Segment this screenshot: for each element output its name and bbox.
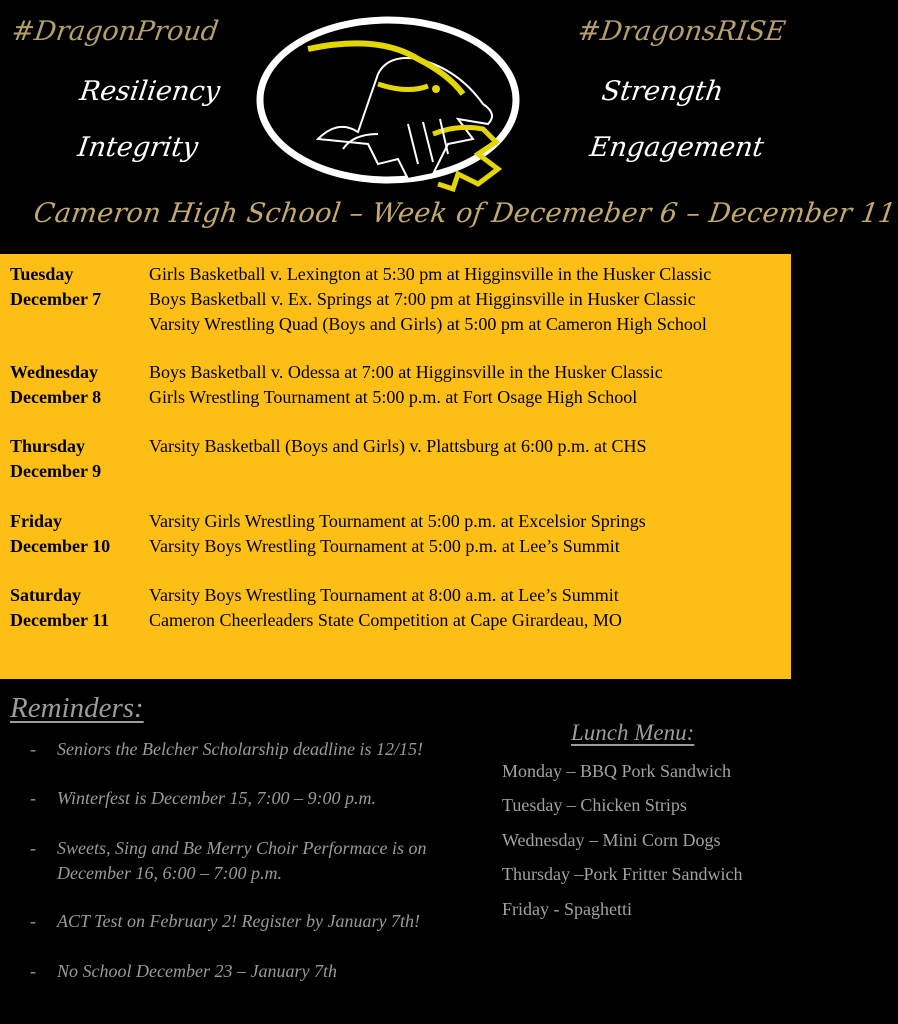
weekly-schedule (0, 254, 791, 679)
day-events (149, 360, 789, 410)
lunch-item: Tuesday – Chicken Strips (502, 795, 687, 815)
event-item: Varsity Boys Wrestling Tournament at 8:00 a.m. at Lee’s Summit (149, 585, 619, 605)
reminder-text: ACT Test on February 2! Register by January 7th! (57, 911, 420, 931)
day-date: December 10 (10, 536, 111, 556)
day-name: Wednesday (10, 362, 99, 382)
event-item: Varsity Girls Wrestling Tournament at 5:00 p.m. at Excelsior Springs (149, 511, 646, 531)
day-events (149, 509, 789, 559)
day-date: December 11 (10, 610, 110, 630)
day-label (10, 262, 140, 312)
day-name: Tuesday (10, 264, 74, 284)
day-name: Thursday (10, 436, 86, 456)
event-item: Cameron Cheerleaders State Competition at Cape Girardeau, MO (149, 610, 622, 630)
dragon-head-logo-icon (258, 14, 528, 194)
lunch-item: Wednesday – Mini Corn Dogs (502, 830, 721, 850)
week-subtitle: Cameron High School – Week of Decemeber 6 – December 11 (31, 198, 898, 229)
hashtag-left: #DragonProud (9, 16, 221, 47)
lunch-menu-title: Lunch Menu: (571, 720, 695, 745)
day-events (149, 434, 789, 459)
day-name: Saturday (10, 585, 82, 605)
day-date: December 8 (10, 387, 102, 407)
event-item: Varsity Boys Wrestling Tournament at 5:00 p.m. at Lee’s Summit (149, 536, 620, 556)
bullet-dash: - (30, 911, 36, 931)
event-item: Girls Basketball v. Lexington at 5:30 pm at Higginsville in the Husker Classic (149, 264, 712, 284)
day-events (149, 262, 789, 337)
bullet-dash: - (30, 788, 36, 808)
event-item: Girls Wrestling Tournament at 5:00 p.m. at Fort Osage High School (149, 387, 638, 407)
hashtag-right: #DragonsRISE (575, 16, 788, 47)
event-item: Varsity Wrestling Quad (Boys and Girls) at 5:00 pm at Cameron High School (149, 314, 707, 334)
value-strength: Strength (599, 76, 726, 107)
event-item: Varsity Basketball (Boys and Girls) v. Plattsburg at 6:00 p.m. at CHS (149, 436, 647, 456)
bullet-dash: - (30, 961, 36, 981)
day-label (10, 360, 140, 410)
day-date: December 7 (10, 289, 102, 309)
bullet-dash: - (30, 739, 36, 759)
day-label (10, 509, 140, 559)
bullet-dash: - (30, 838, 36, 858)
day-date: December 9 (10, 461, 102, 481)
lunch-item: Friday - Spaghetti (502, 899, 632, 919)
reminder-text: Winterfest is December 15, 7:00 – 9:00 p.m. (57, 788, 376, 808)
value-resiliency: Resiliency (77, 76, 222, 107)
reminder-text: Seniors the Belcher Scholarship deadline is 12/15! (57, 739, 423, 759)
value-integrity: Integrity (75, 132, 200, 163)
lunch-item: Thursday –Pork Fritter Sandwich (502, 864, 743, 884)
reminder-text: No School December 23 – January 7th (57, 961, 337, 981)
reminder-text: Sweets, Sing and Be Merry Choir Performace is on December 16, 6:00 – 7:00 p.m. (57, 838, 427, 883)
day-label (10, 434, 140, 484)
event-item: Boys Basketball v. Odessa at 7:00 at Higginsville in the Husker Classic (149, 362, 663, 382)
reminders-title: Reminders: (10, 692, 144, 724)
day-name: Friday (10, 511, 62, 531)
header-banner (0, 0, 898, 254)
event-item: Boys Basketball v. Ex. Springs at 7:00 pm at Higginsville in Husker Classic (149, 289, 696, 309)
value-engagement: Engagement (587, 132, 766, 163)
lunch-item: Monday – BBQ Pork Sandwich (502, 761, 731, 781)
day-events (149, 583, 789, 633)
day-label (10, 583, 140, 633)
